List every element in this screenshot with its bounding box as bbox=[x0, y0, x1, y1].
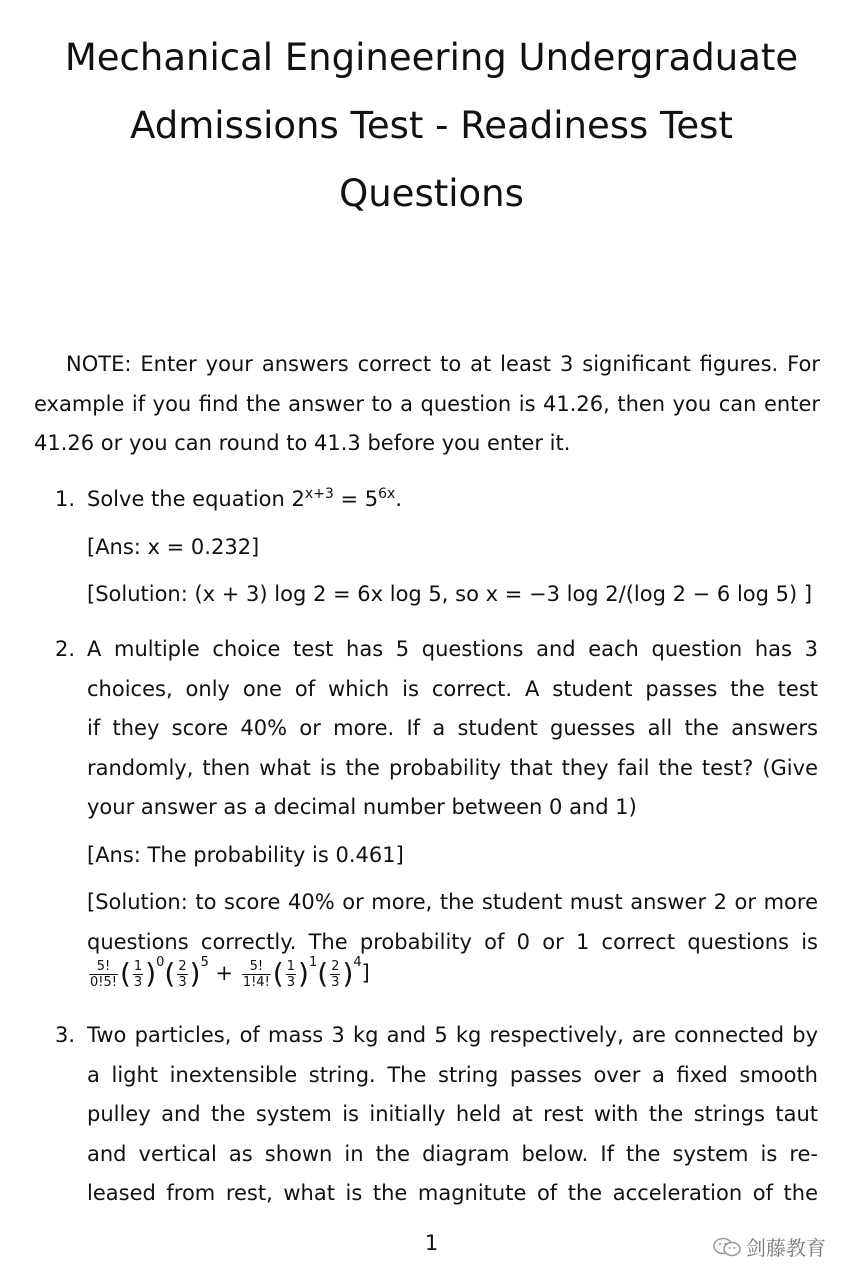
q2-line-1: A multiple choice test has 5 questions and each question has 3 bbox=[87, 637, 818, 661]
question-2 bbox=[87, 630, 818, 962]
formula-fraction-c bbox=[286, 959, 296, 990]
question-1 bbox=[87, 480, 818, 615]
formula-term1-coefficient bbox=[89, 959, 118, 990]
page-number: 1 bbox=[424, 1231, 439, 1255]
c-numerator: 1 bbox=[286, 958, 296, 974]
q1-suffix: . bbox=[395, 487, 403, 511]
c-denominator: 3 bbox=[286, 974, 296, 990]
q1-prefix: Solve the equation 2 bbox=[87, 487, 305, 511]
q1-mid: = 5 bbox=[333, 487, 379, 511]
t1-denominator: 0!5! bbox=[90, 974, 117, 990]
note-line-1: NOTE: Enter your answers correct to at least 3 significant figures. For bbox=[66, 352, 820, 376]
q3-line-3: pulley and the system is initially held at rest with the strings taut bbox=[87, 1102, 818, 1126]
t2-numerator: 5! bbox=[242, 959, 271, 975]
q3-line-4: and vertical as shown in the diagram below. If the system is re- bbox=[87, 1141, 818, 1166]
q2-line-3: if they score 40% or more. If a student guesses all the answers bbox=[87, 716, 818, 740]
title-line-1: Mechanical Engineering Undergraduate bbox=[64, 36, 799, 79]
q2-line-2: choices, only one of which is correct. A student passes the test bbox=[87, 676, 818, 701]
question-2-answer: [Ans: The probability is 0.461] bbox=[87, 842, 404, 867]
q2-probability-formula: $\frac{5!}{0!5!}$ ( $\frac{1}{3}$ )$^0$( $\frac{2}{3}$ )$^5$ + $\frac{5!}{1!4!}$ ( $\frac{1}{3}$ )$^1$( $\frac{2}{3}$ )$^4$] bbox=[90, 955, 370, 990]
title-line-3: Questions bbox=[339, 172, 524, 215]
q3-line-5: leased from rest, what is the magnitute of the acceleration of the bbox=[87, 1181, 818, 1205]
d-exponent: 4 bbox=[353, 955, 362, 970]
q1-exponent-2: 6x bbox=[378, 486, 396, 502]
q2-solution-line-1: [Solution: to score 40% or more, the student must answer 2 or more bbox=[87, 890, 818, 914]
q3-line-1: Two particles, of mass 3 kg and 5 kg respectively, are connected by bbox=[87, 1023, 818, 1047]
formula-fraction-a bbox=[133, 959, 143, 990]
q3-line-2: a light inextensible string. The string passes over a fixed smooth bbox=[87, 1062, 818, 1087]
formula-fraction-d bbox=[330, 959, 340, 990]
b-exponent: 5 bbox=[200, 955, 209, 970]
a-exponent: 0 bbox=[156, 955, 165, 970]
q2-line-5: your answer as a decimal number between 0 and 1) bbox=[87, 795, 637, 819]
note-paragraph bbox=[34, 345, 820, 464]
b-denominator: 3 bbox=[178, 974, 187, 990]
c-exponent: 1 bbox=[308, 955, 318, 970]
q1-exponent-1: x+3 bbox=[304, 486, 334, 502]
formula-term2-coefficient bbox=[242, 959, 271, 990]
q2-line-4: randomly, then what is the probability that they fail the test? (Give bbox=[87, 755, 818, 780]
wechat-icon bbox=[712, 1236, 742, 1263]
d-denominator: 3 bbox=[331, 974, 340, 990]
question-1-solution: [Solution: (x + 3) log 2 = 6x log 5, so x = −3 log 2/(log 2 − 6 log 5) ] bbox=[87, 582, 813, 606]
q2-solution-line-2: questions correctly. The probability of 0 or 1 correct questions is bbox=[87, 929, 818, 954]
note-line-2: example if you find the answer to a question is 41.26, then you can enter bbox=[34, 391, 820, 416]
formula-plus: + bbox=[215, 961, 234, 985]
formula-close-bracket: ] bbox=[361, 961, 370, 985]
document-title bbox=[0, 24, 863, 228]
t1-numerator: 5! bbox=[89, 959, 118, 975]
a-denominator: 3 bbox=[133, 974, 143, 990]
question-2-number: 2. bbox=[55, 637, 76, 661]
watermark-text: 剑藤教育 bbox=[746, 1236, 826, 1260]
b-numerator: 2 bbox=[178, 958, 187, 974]
question-1-number: 1. bbox=[55, 487, 76, 511]
question-1-answer: [Ans: x = 0.232] bbox=[87, 534, 260, 559]
question-1-text bbox=[87, 480, 818, 520]
note-line-3: 41.26 or you can round to 41.3 before you enter it. bbox=[34, 431, 571, 455]
watermark bbox=[712, 1232, 826, 1263]
question-3-number: 3. bbox=[55, 1023, 76, 1047]
title-line-2: Admissions Test - Readiness Test bbox=[130, 104, 733, 147]
t2-denominator: 1!4! bbox=[242, 974, 270, 990]
a-numerator: 1 bbox=[133, 958, 143, 974]
question-3 bbox=[87, 1016, 818, 1214]
d-numerator: 2 bbox=[331, 958, 340, 974]
formula-fraction-b bbox=[177, 959, 187, 990]
